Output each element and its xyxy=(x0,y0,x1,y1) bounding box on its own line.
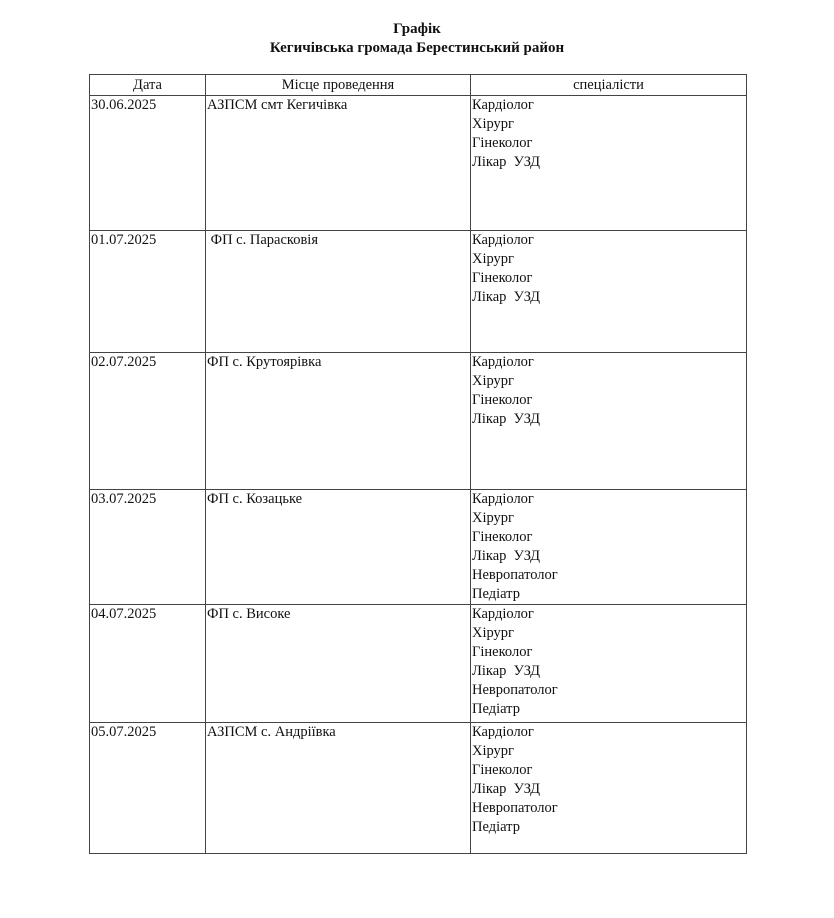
specialist-item: Гінеколог xyxy=(472,270,533,286)
specialist-item: Кардіолог xyxy=(472,606,534,622)
table-row xyxy=(90,231,747,353)
row-date: 01.07.2025 xyxy=(90,231,206,353)
row-place: ФП с. Крутоярівка xyxy=(206,353,471,490)
specialist-item: Педіатр xyxy=(472,586,520,602)
specialist-item: Невропатолог xyxy=(472,682,558,698)
header-specialists: спеціалісти xyxy=(471,75,747,96)
specialist-item: Хірург xyxy=(472,625,515,641)
specialist-item: Лікар УЗД xyxy=(472,289,540,305)
specialist-item: Педіатр xyxy=(472,701,520,717)
table-header-row xyxy=(90,75,747,96)
specialist-item: Гінеколог xyxy=(472,392,533,408)
row-specialists xyxy=(471,723,747,854)
table-row xyxy=(90,353,747,490)
specialist-item: Кардіолог xyxy=(472,232,534,248)
table-row xyxy=(90,96,747,231)
specialist-item: Хірург xyxy=(472,510,515,526)
row-place: ФП с. Високе xyxy=(206,605,471,723)
row-specialists xyxy=(471,231,747,353)
row-date: 05.07.2025 xyxy=(90,723,206,854)
row-specialists xyxy=(471,96,747,231)
specialist-item: Гінеколог xyxy=(472,644,533,660)
row-specialists xyxy=(471,605,747,723)
document-subtitle: Кегичівська громада Берестинський район xyxy=(269,40,565,56)
specialist-item: Кардіолог xyxy=(472,724,534,740)
specialist-item: Хірург xyxy=(472,373,515,389)
specialist-item: Лікар УЗД xyxy=(472,781,540,797)
table-row xyxy=(90,605,747,723)
header-date: Дата xyxy=(90,75,206,96)
specialist-item: Хірург xyxy=(472,116,515,132)
row-date: 30.06.2025 xyxy=(90,96,206,231)
row-specialists xyxy=(471,490,747,605)
specialist-item: Лікар УЗД xyxy=(472,411,540,427)
specialist-item: Лікар УЗД xyxy=(472,154,540,170)
row-date: 04.07.2025 xyxy=(90,605,206,723)
specialist-item: Невропатолог xyxy=(472,567,558,583)
row-date: 02.07.2025 xyxy=(90,353,206,490)
schedule-table xyxy=(89,74,747,854)
specialist-item: Лікар УЗД xyxy=(472,663,540,679)
row-place: АЗПСМ с. Андріївка xyxy=(206,723,471,854)
specialist-item: Гінеколог xyxy=(472,762,533,778)
specialist-item: Кардіолог xyxy=(472,354,534,370)
row-date: 03.07.2025 xyxy=(90,490,206,605)
specialist-item: Невропатолог xyxy=(472,800,558,816)
table-row xyxy=(90,490,747,605)
specialist-item: Кардіолог xyxy=(472,97,534,113)
specialist-item: Гінеколог xyxy=(472,135,533,151)
row-place: ФП с. Козацьке xyxy=(206,490,471,605)
header-place: Місце проведення xyxy=(206,75,471,96)
table-row xyxy=(90,723,747,854)
row-place: АЗПСМ смт Кегичівка xyxy=(206,96,471,231)
specialist-item: Хірург xyxy=(472,743,515,759)
specialist-item: Кардіолог xyxy=(472,491,534,507)
specialist-item: Гінеколог xyxy=(472,529,533,545)
document-title: Графік xyxy=(393,21,441,37)
row-specialists xyxy=(471,353,747,490)
specialist-item: Педіатр xyxy=(472,819,520,835)
specialist-item: Лікар УЗД xyxy=(472,548,540,564)
specialist-item: Хірург xyxy=(472,251,515,267)
row-place: ФП с. Парасковія xyxy=(206,231,471,353)
